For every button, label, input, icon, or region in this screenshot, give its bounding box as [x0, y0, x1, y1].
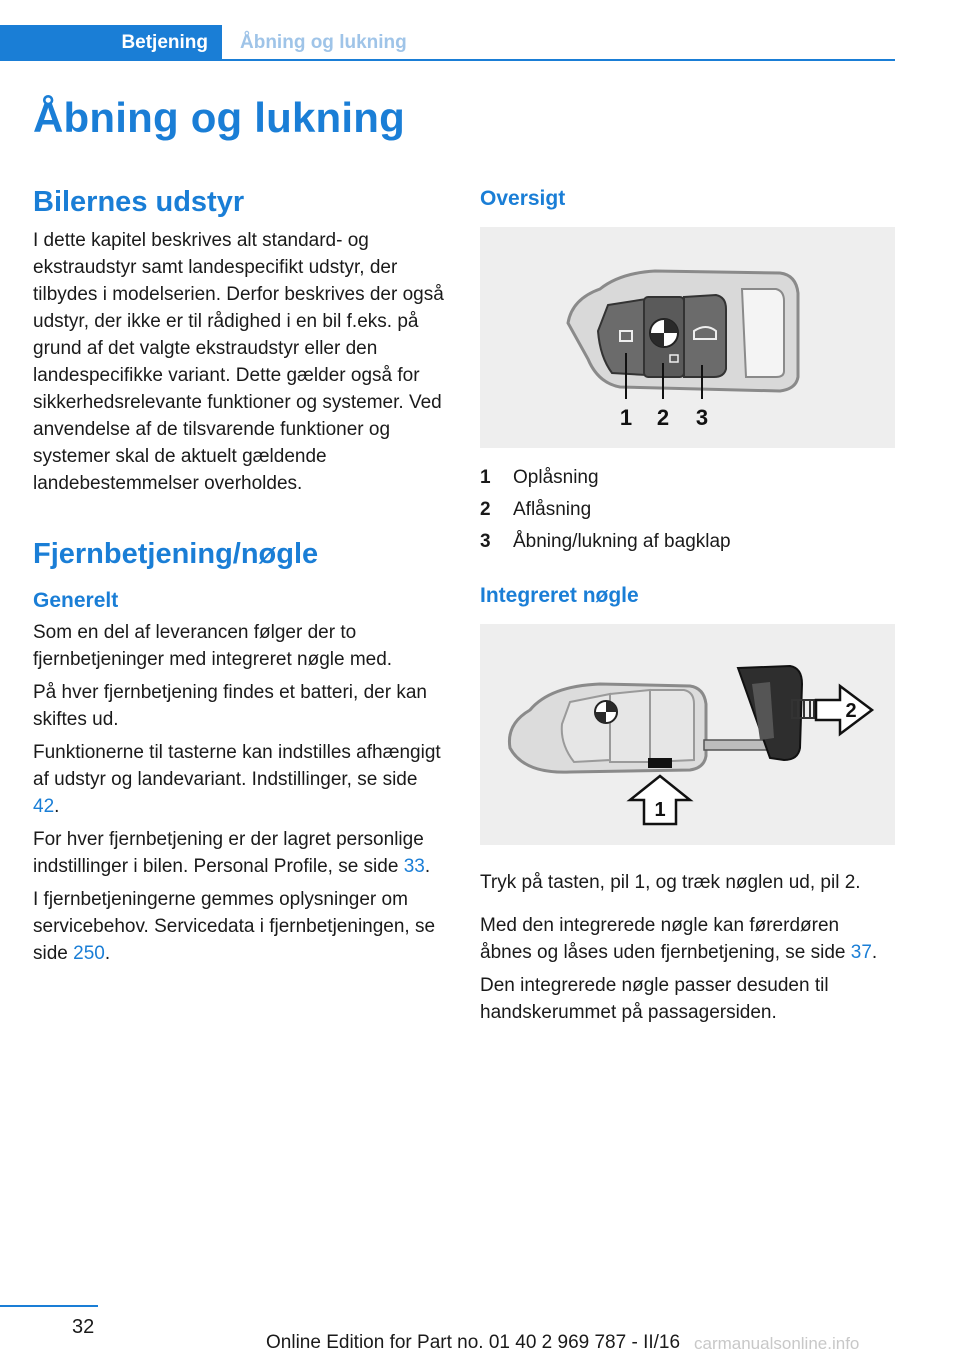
header-rule — [222, 59, 895, 61]
heading-equipment: Bilernes udstyr — [33, 186, 245, 218]
legend-text: Åbning/lukning af bagklap — [513, 531, 731, 552]
integrated-key-figure — [480, 624, 895, 845]
footer-rule — [0, 1305, 98, 1307]
legend-number: 1 — [480, 467, 491, 488]
period: . — [54, 796, 60, 817]
page-link-37[interactable]: 37 — [850, 942, 872, 963]
legend-item — [480, 526, 895, 558]
text: Funktionerne til tasterne kan indstilles afhængigt af udstyr og landevariant. Indstillinger, se side — [33, 742, 441, 790]
period: . — [871, 942, 878, 963]
legend-number: 3 — [480, 531, 491, 552]
paragraph-personal-profile — [33, 826, 448, 880]
period: . — [104, 943, 111, 964]
watermark: carmanualsonline.info — [694, 1334, 860, 1353]
legend-number: 2 — [480, 499, 491, 520]
legend-text: Aflåsning — [513, 499, 592, 520]
text: For hver fjernbetjening er der lagret personlige indstillinger i bilen. Personal Profile, se side — [33, 829, 424, 877]
key-extraction-illustration — [480, 624, 895, 845]
header-bar — [0, 25, 895, 61]
section-tab[interactable]: Betjening — [0, 25, 222, 61]
paragraph-equipment: I dette kapitel beskrives alt standard- og ekstraudstyr samt landespecifikt udstyr, der tilbydes i modelserien. Derfor beskrives der også udstyr, der ikke er til rådighed i en bil f.eks. på grund af det valgte ekstraudstyr eller den landespecifikke variant. Dette gælder også for sikkerhedsrelevante funktioner og systemer. Ved anvendelse af de tilsvarende funktioner og systemer skal de aktuelt gældende landebestemmelser overholdes. — [33, 230, 444, 494]
arrow-label: 1 — [654, 799, 666, 821]
button-legend — [480, 462, 895, 558]
callout-label: 1 — [619, 405, 633, 430]
left-column — [33, 183, 448, 973]
remote-key-illustration — [480, 227, 895, 448]
right-column — [480, 183, 895, 1032]
text: I fjernbetjeningerne gemmes oplysninger om servicebehov. Servicedata i fjernbetjeningen, se side — [33, 889, 436, 964]
legend-text: Oplåsning — [513, 467, 599, 488]
page-link-33[interactable]: 33 — [403, 856, 425, 877]
paragraph-delivery: Som en del af leverancen følger der to fjernbetjeninger med integreret nøgle med. — [33, 622, 393, 670]
heading-integrated-key: Integreret nøgle — [480, 584, 639, 607]
page-title: Åbning og lukning — [33, 94, 405, 141]
heading-general: Generelt — [33, 589, 119, 612]
paragraph-press-button: Tryk på tasten, pil 1, og træk nøglen ud, pil 2. — [480, 872, 861, 893]
legend-item — [480, 462, 895, 494]
heading-remote-key: Fjernbetjening/nøgle — [33, 538, 319, 570]
page-number: 32 — [72, 1316, 95, 1338]
period: . — [424, 856, 431, 877]
text: Med den integrerede nøgle kan førerdøren åbnes og låses uden fjernbetjening, se side — [480, 915, 851, 963]
arrow-label: 2 — [845, 700, 857, 722]
edition-note: Online Edition for Part no. 01 40 2 969 787 - II/16 — [266, 1332, 681, 1353]
paragraph-battery: På hver fjernbetjening findes et batteri, der kan skiftes ud. — [33, 682, 427, 730]
page-link-250[interactable]: 250 — [73, 943, 105, 964]
heading-overview: Oversigt — [480, 187, 566, 210]
paragraph-service-data — [33, 886, 448, 967]
page-link-42[interactable]: 42 — [33, 796, 55, 817]
paragraph-driver-door — [480, 912, 895, 966]
paragraph-glovebox: Den integrerede nøgle passer desuden til handskerummet på passagersiden. — [480, 975, 829, 1023]
remote-key-buttons-figure — [480, 227, 895, 448]
callout-label: 2 — [656, 405, 670, 430]
breadcrumb[interactable]: Åbning og lukning — [240, 32, 407, 53]
legend-item — [480, 494, 895, 526]
callout-label: 3 — [695, 405, 709, 430]
paragraph-functions — [33, 739, 448, 820]
